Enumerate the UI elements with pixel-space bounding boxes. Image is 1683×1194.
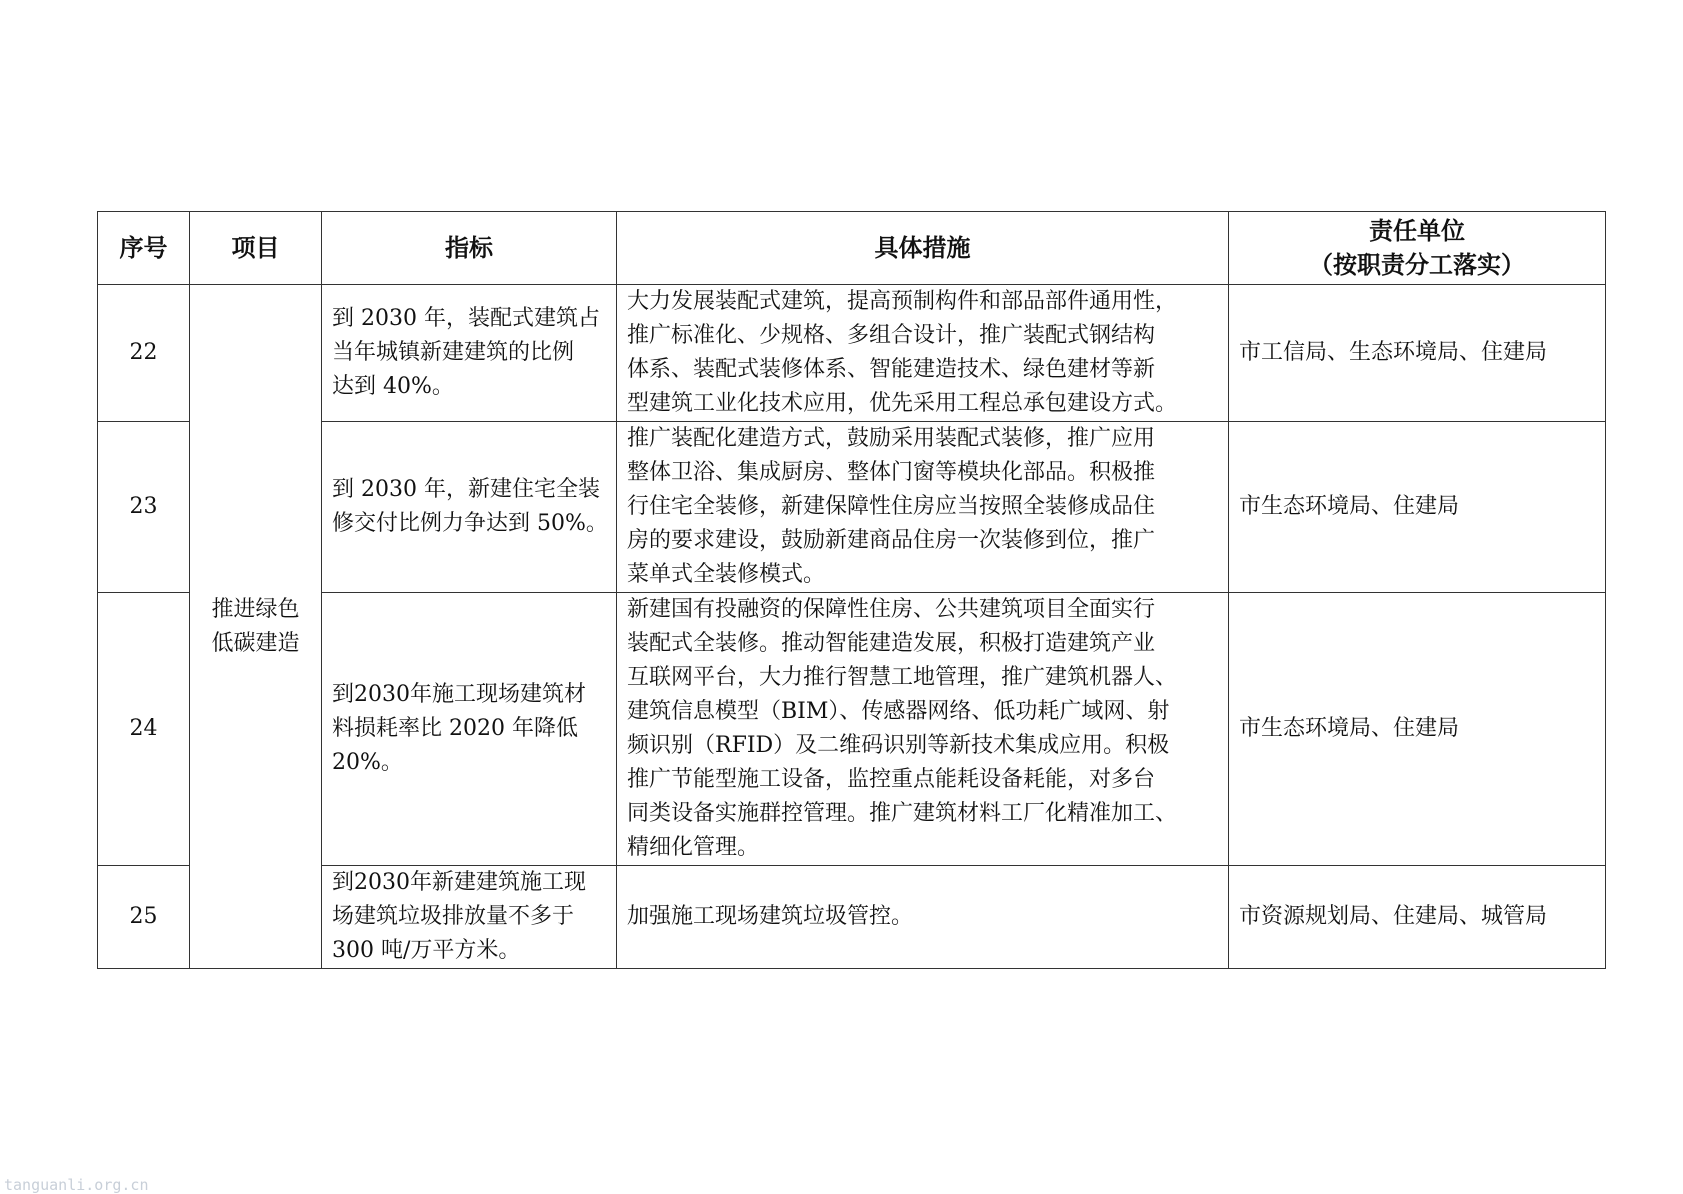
indicator-line: 到 2030 年，装配式建筑占 xyxy=(332,306,600,331)
measure-line: 推广装配化建造方式，鼓励采用装配式装修，推广应用 xyxy=(627,426,1156,451)
indicator-line: 当年城镇新建建筑的比例 xyxy=(332,340,575,365)
measure-line: 菜单式全装修模式。 xyxy=(627,562,826,587)
responsible-unit-cell: 市工信局、生态环境局、住建局 xyxy=(1229,285,1606,422)
measure-line: 整体卫浴、集成厨房、整体门窗等模块化部品。积极推 xyxy=(627,460,1156,485)
row-number: 23 xyxy=(98,422,190,593)
item-group-line2: 低碳建造 xyxy=(211,630,300,656)
measure-line: 推广节能型施工设备，监控重点能耗设备耗能，对多台 xyxy=(627,767,1156,792)
indicator-cell xyxy=(322,285,617,422)
responsible-unit-cell: 市生态环境局、住建局 xyxy=(1229,593,1606,866)
header-indicator: 指标 xyxy=(322,212,617,285)
indicator-line: 达到 40%。 xyxy=(332,374,454,399)
measure-line: 互联网平台，大力推行智慧工地管理，推广建筑机器人、 xyxy=(627,665,1178,690)
row-number: 24 xyxy=(98,593,190,866)
indicator-cell xyxy=(322,593,617,866)
table-row xyxy=(98,285,1606,422)
indicator-line: 修交付比例力争达到 50%。 xyxy=(332,511,608,536)
measure-cell xyxy=(617,422,1229,593)
indicator-line: 料损耗率比 2020 年降低 xyxy=(332,716,578,741)
indicator-cell xyxy=(322,866,617,969)
responsible-unit-cell: 市生态环境局、住建局 xyxy=(1229,422,1606,593)
measure-line: 精细化管理。 xyxy=(627,835,760,860)
header-item: 项目 xyxy=(190,212,322,285)
measure-line: 频识别（RFID）及二维码识别等新技术集成应用。积极 xyxy=(627,733,1170,758)
row-number: 22 xyxy=(98,285,190,422)
header-unit xyxy=(1229,212,1606,285)
indicator-line: 20%。 xyxy=(332,750,403,775)
header-row xyxy=(98,212,1606,285)
table-row xyxy=(98,593,1606,866)
header-num: 序号 xyxy=(98,212,190,285)
measure-line: 大力发展装配式建筑，提高预制构件和部品部件通用性， xyxy=(627,289,1178,314)
indicator-line: 300 吨/万平方米。 xyxy=(332,938,521,963)
policy-table xyxy=(97,211,1606,969)
header-unit-line2: （按职责分工落实） xyxy=(1309,251,1525,279)
measure-line: 体系、装配式装修体系、智能建造技术、绿色建材等新 xyxy=(627,357,1156,382)
measure-line: 新建国有投融资的保障性住房、公共建筑项目全面实行 xyxy=(627,597,1156,622)
measure-line: 建筑信息模型（BIM）、传感器网络、低功耗广域网、射 xyxy=(627,699,1170,724)
indicator-line: 到2030年施工现场建筑材 xyxy=(332,682,586,707)
indicator-line: 场建筑垃圾排放量不多于 xyxy=(332,904,575,929)
measure-line: 房的要求建设，鼓励新建商品住房一次装修到位，推广 xyxy=(627,528,1156,553)
item-group-line1: 推进绿色 xyxy=(211,596,300,622)
indicator-line: 到2030年新建建筑施工现 xyxy=(332,870,586,895)
measure-line: 推广标准化、少规格、多组合设计，推广装配式钢结构 xyxy=(627,323,1156,348)
measure-cell xyxy=(617,866,1229,969)
table-row xyxy=(98,422,1606,593)
indicator-cell xyxy=(322,422,617,593)
table-row xyxy=(98,866,1606,969)
site-watermark: tanguanli.org.cn xyxy=(4,1176,149,1194)
measure-cell xyxy=(617,593,1229,866)
measure-line: 加强施工现场建筑垃圾管控。 xyxy=(627,904,914,929)
header-measure: 具体措施 xyxy=(617,212,1229,285)
header-unit-line1: 责任单位 xyxy=(1369,217,1465,245)
responsible-unit-cell: 市资源规划局、住建局、城管局 xyxy=(1229,866,1606,969)
indicator-line: 到 2030 年，新建住宅全装 xyxy=(332,477,600,502)
measure-line: 行住宅全装修，新建保障性住房应当按照全装修成品住 xyxy=(627,494,1156,519)
measure-line: 同类设备实施群控管理。推广建筑材料工厂化精准加工、 xyxy=(627,801,1178,826)
item-group-cell xyxy=(190,285,322,969)
measure-line: 型建筑工业化技术应用，优先采用工程总承包建设方式。 xyxy=(627,391,1178,416)
row-number: 25 xyxy=(98,866,190,969)
measure-line: 装配式全装修。推动智能建造发展，积极打造建筑产业 xyxy=(627,631,1156,656)
measure-cell xyxy=(617,285,1229,422)
